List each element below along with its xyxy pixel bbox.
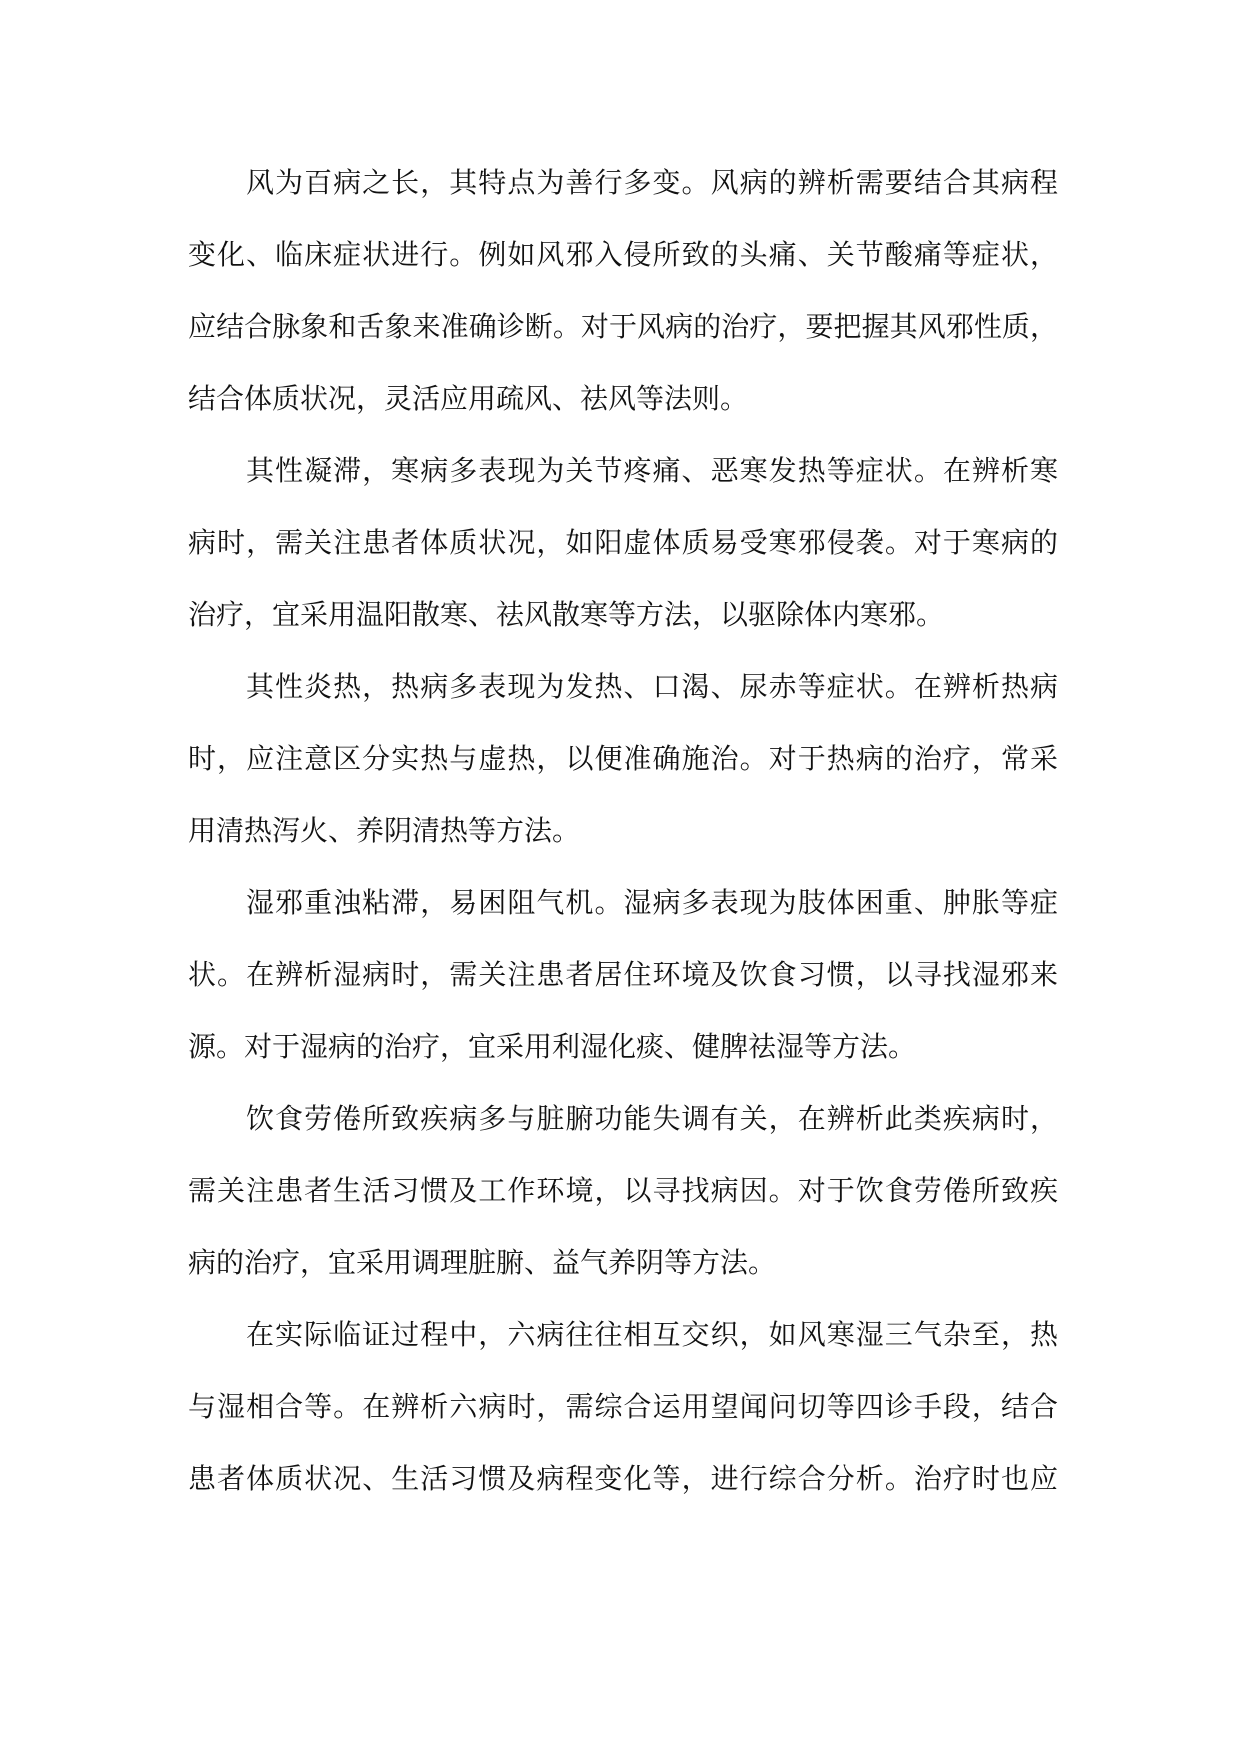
text-line: 与湿相合等。在辨析六病时，需综合运用望闻问切等四诊手段，结合 (188, 1390, 1058, 1423)
paragraph-heat-disease (188, 651, 1058, 867)
text-line: 其性凝滞，寒病多表现为关节疼痛、恶寒发热等症状。在辨析寒 (246, 454, 1058, 487)
paragraph-damp-disease (188, 867, 1058, 1083)
text-line: 时，应注意区分实热与虚热，以便准确施治。对于热病的治疗，常采 (188, 742, 1058, 775)
document-body (188, 147, 1058, 1515)
text-line: 湿邪重浊粘滞，易困阻气机。湿病多表现为肢体困重、肿胀等症 (246, 886, 1058, 919)
paragraph-wind-disease (188, 147, 1058, 435)
text-line: 患者体质状况、生活习惯及病程变化等，进行综合分析。治疗时也应 (188, 1462, 1058, 1495)
text-line: 在实际临证过程中，六病往往相互交织，如风寒湿三气杂至，热 (246, 1318, 1058, 1351)
text-line: 状。在辨析湿病时，需关注患者居住环境及饮食习惯，以寻找湿邪来 (188, 958, 1058, 991)
text-line: 源。对于湿病的治疗，宜采用利湿化痰、健脾祛湿等方法。 (188, 1030, 917, 1063)
text-line: 需关注患者生活习惯及工作环境，以寻找病因。对于饮食劳倦所致疾 (188, 1174, 1058, 1207)
text-line: 变化、临床症状进行。例如风邪入侵所致的头痛、关节酸痛等症状， (188, 238, 1058, 271)
text-line: 结合体质状况，灵活应用疏风、祛风等法则。 (188, 382, 749, 415)
text-line: 其性炎热，热病多表现为发热、口渴、尿赤等症状。在辨析热病 (246, 670, 1058, 703)
paragraph-diet-fatigue (188, 1083, 1058, 1299)
text-line: 应结合脉象和舌象来准确诊断。对于风病的治疗，要把握其风邪性质， (188, 310, 1058, 343)
text-line: 饮食劳倦所致疾病多与脏腑功能失调有关，在辨析此类疾病时， (246, 1102, 1058, 1135)
paragraph-clinical-practice (188, 1299, 1058, 1515)
text-line: 病时，需关注患者体质状况，如阳虚体质易受寒邪侵袭。对于寒病的 (188, 526, 1058, 559)
paragraph-cold-disease (188, 435, 1058, 651)
text-line: 治疗，宜采用温阳散寒、祛风散寒等方法，以驱除体内寒邪。 (188, 598, 945, 631)
text-line: 病的治疗，宜采用调理脏腑、益气养阴等方法。 (188, 1246, 777, 1279)
text-line: 风为百病之长，其特点为善行多变。风病的辨析需要结合其病程 (246, 166, 1058, 199)
text-line: 用清热泻火、养阴清热等方法。 (188, 814, 581, 847)
